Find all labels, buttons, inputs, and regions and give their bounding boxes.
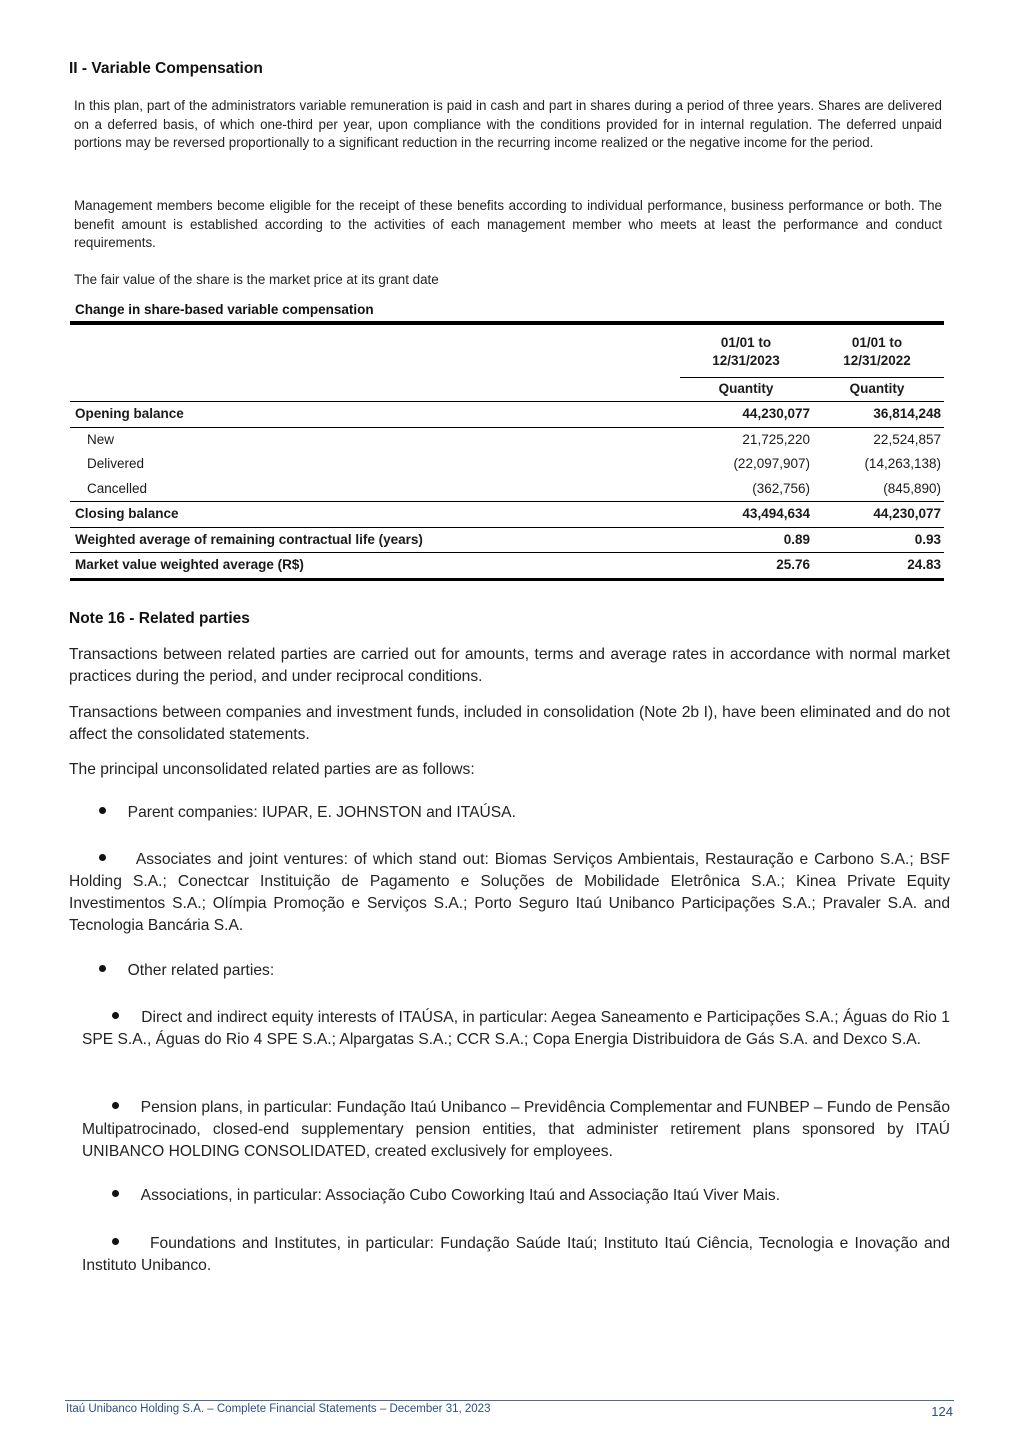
list-item-text: Direct and indirect equity interests of ITAÚSA, in particular: Aegea Saneamento e Participações S.A.; Águas do Rio 1 SPE S.A., Águas do Rio 4 SPE S.A.; Alpargatas S.A.; CCR S.A.; Copa Energia Distribuidora de Gás S.A. and Dexco S.A.: [82, 1009, 950, 1048]
paragraph: Management members become eligible for the receipt of these benefits according to individual performance, business performance or both. The benefit amount is established according to the activities of each management member who meets at least the performance and conduct requirements.: [74, 198, 942, 250]
bullet-icon: [112, 1012, 119, 1019]
share-compensation-table: [70, 321, 944, 581]
table-row: [70, 401, 944, 427]
value-2023: 43,494,634: [742, 506, 810, 521]
section-title: II - Variable Compensation: [69, 60, 263, 77]
bullet-icon: [99, 854, 106, 861]
paragraph: Transactions between related parties are carried out for amounts, terms and average rates in accordance with normal market practices during the period, and under reciprocal conditions.: [69, 646, 950, 685]
column-header-2023: 01/01 to 12/31/2023: [712, 335, 780, 368]
value-2022: (14,263,138): [864, 456, 941, 471]
paragraph: The principal unconsolidated related parties are as follows:: [69, 761, 475, 778]
bullet-icon: [112, 1190, 119, 1197]
row-label: Market value weighted average (R$): [75, 557, 304, 572]
value-2022: 44,230,077: [873, 506, 941, 521]
table-title: Change in share-based variable compensation: [75, 302, 374, 317]
paragraph: In this plan, part of the administrators variable remuneration is paid in cash and part in shares during a period of three years. Shares are delivered on a deferred basis, of which one-third per year, upon compliance with the conditions provided for in internal regulation. The deferred unpaid portions may be reversed proportionally to a significant reduction in the recurring income realized or the negative income for the period.: [74, 98, 942, 150]
paragraph: The fair value of the share is the market price at its grant date: [74, 272, 439, 287]
list-item: [69, 960, 950, 982]
subheader-rule: [680, 377, 944, 378]
paragraph: Transactions between companies and investment funds, included in consolidation (Note 2b I), have been eliminated and do not affect the consolidated statements.: [69, 704, 950, 743]
footer-text: Itaú Unibanco Holding S.A. – Complete Financial Statements – December 31, 2023: [66, 1403, 491, 1415]
list-item-text: Associates and joint ventures: of which stand out: Biomas Serviços Ambientais, Restauração e Carbono S.A.; BSF Holding S.A.; Conectcar Instituição de Pagamento e Soluções de Mobilidade Eletrônica S.A.; Kinea Private Equity Investimentos S.A.; Olímpia Promoção e Serviços S.A.; Porto Seguro Itaú Unibanco Participações S.A.; Pravaler S.A. and Tecnologia Bancária S.A.: [69, 851, 950, 934]
table-row: [70, 527, 944, 553]
table-subheader: [70, 377, 944, 401]
list-item-text: Pension plans, in particular: Fundação Itaú Unibanco – Previdência Complementar and FUNBEP – Fundo de Pensão Multipatrocinado, closed-end supplementary pension entities, that administer retirement plans sponsored by ITAÚ UNIBANCO HOLDING CONSOLIDATED, created exclusively for employees.: [82, 1099, 951, 1160]
table-row: [70, 452, 944, 477]
sub-list-item: [82, 1097, 950, 1163]
column-subheader-2022: Quantity: [849, 381, 905, 396]
value-2023: (362,756): [752, 480, 810, 496]
sub-list-item: [82, 1007, 950, 1051]
table-header: [70, 325, 944, 377]
list-item: [69, 849, 950, 937]
row-label: Delivered: [87, 456, 145, 471]
value-2023: 21,725,220: [742, 431, 810, 447]
list-item-text: Other related parties:: [127, 962, 275, 979]
bullet-icon: [99, 965, 106, 972]
value-2023: 0.89: [783, 531, 810, 547]
list-item-text: Parent companies: IUPAR, E. JOHNSTON and ITAÚSA.: [127, 804, 516, 821]
sub-list-item: [82, 1233, 950, 1277]
table-bottom-rule: [70, 578, 944, 581]
value-2022: 0.93: [914, 531, 941, 547]
row-label: Cancelled: [87, 480, 148, 496]
list-item: [69, 802, 950, 824]
sub-list-item: [82, 1185, 950, 1207]
list-item-text: Foundations and Institutes, in particular: Fundação Saúde Itaú; Instituto Itaú Ciência, Tecnologia e Inovação and Instituto Unibanco.: [82, 1235, 951, 1274]
page-number: 124: [931, 1404, 953, 1419]
list-item-text: Associations, in particular: Associação Cubo Coworking Itaú and Associação Itaú Viver Mais.: [140, 1187, 781, 1204]
bullet-icon: [112, 1238, 119, 1245]
value-2022: 24.83: [907, 557, 941, 572]
note-title: Note 16 - Related parties: [69, 610, 250, 627]
table-row: [70, 552, 944, 578]
footer-rule: [65, 1400, 954, 1401]
value-2022: 36,814,248: [873, 406, 941, 421]
value-2022: (845,890): [883, 480, 941, 496]
value-2023: 44,230,077: [742, 406, 810, 421]
table-row: [70, 501, 944, 527]
row-label: Weighted average of remaining contractual life (years): [75, 531, 423, 547]
row-label: New: [87, 431, 115, 447]
column-header-2022: 01/01 to 12/31/2022: [843, 335, 911, 368]
row-label: Closing balance: [75, 506, 179, 521]
bullet-icon: [112, 1102, 119, 1109]
value-2022: 22,524,857: [873, 431, 941, 447]
bullet-icon: [99, 807, 106, 814]
table-row: [70, 427, 944, 453]
table-row: [70, 477, 944, 502]
value-2023: (22,097,907): [733, 456, 810, 471]
column-subheader-2023: Quantity: [718, 381, 774, 396]
value-2023: 25.76: [776, 557, 810, 572]
row-label: Opening balance: [75, 406, 184, 421]
